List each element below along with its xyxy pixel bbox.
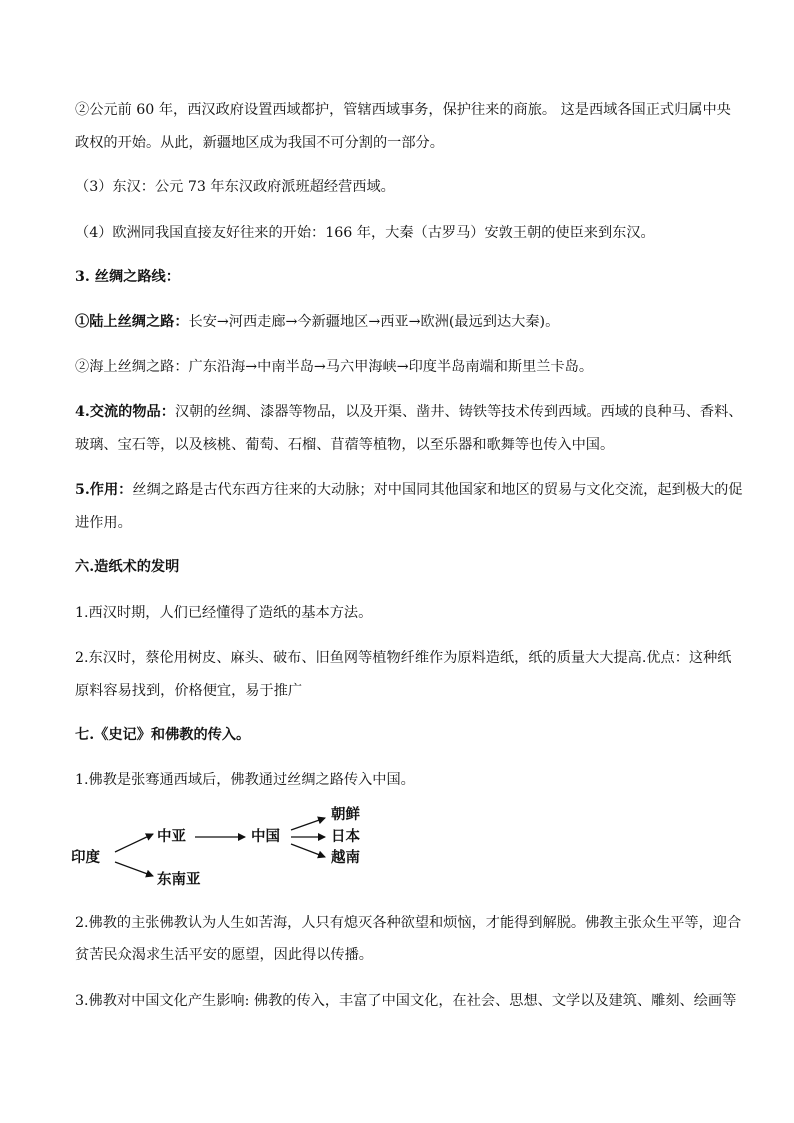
paragraph-land-route — [75, 313, 735, 331]
arrow-india-to-southeast-asia — [115, 862, 153, 876]
paragraph-sea-route: ②海上丝绸之路：广东沿海→中南半岛→马六甲海峡→印度半岛南端和斯里兰卡岛。 — [75, 359, 594, 375]
arrow-china-to-vietnam — [291, 844, 325, 857]
land-route-label: ①陆上丝绸之路： — [75, 314, 189, 330]
paragraph-effect-line2: 进作用。 — [75, 515, 132, 531]
paragraph-goods-line1 — [75, 403, 743, 421]
node-korea: 朝鲜 — [331, 807, 360, 823]
paragraph-da-qin: （4）欧洲同我国直接友好往来的开始：166 年，大秦（古罗马）安敦王朝的使臣来到东汉。 — [75, 225, 655, 241]
effect-text-line1: 丝绸之路是古代东西方往来的大动脉；对中国同其他国家和地区的贸易与文化交流，起到极大的促 — [132, 482, 743, 498]
arrow-china-to-korea — [291, 818, 325, 830]
node-china: 中国 — [251, 829, 280, 845]
goods-text-line1: 汉朝的丝绸、漆器等物品，以及开渠、凿井、铸铁等技术传到西域。西域的良种马、香料、 — [174, 404, 743, 420]
paragraph-buddhism-doctrine-line2: 贫苦民众渴求生活平安的愿望，因此得以传播。 — [75, 947, 373, 963]
node-vietnam: 越南 — [331, 850, 360, 866]
node-central-asia: 中亚 — [157, 829, 186, 845]
paragraph-buddhism-influence: 3.佛教对中国文化产生影响: 佛教的传入，丰富了中国文化，在社会、思想、文学以及建筑、雕刻、绘画等 — [75, 993, 737, 1009]
paragraph-cai-lun-line2: 原料容易找到，价格便宜，易于推广 — [75, 683, 303, 699]
heading-shiji-buddhism: 七.《史记》和佛教的传入。 — [75, 727, 251, 743]
heading-papermaking: 六.造纸术的发明 — [75, 559, 180, 575]
paragraph-xiyu-duhu-line1: ②公元前 60 年，西汉政府设置西域都护，管辖西域事务，保护往来的商旅。 这是西域各国正式归属中央 — [75, 102, 731, 118]
effect-label: 5.作用： — [75, 482, 133, 498]
paragraph-xiyu-duhu-line2: 政权的开始。从此，新疆地区成为我国不可分割的一部分。 — [75, 135, 444, 151]
paragraph-western-han-paper: 1.西汉时期，人们已经懂得了造纸的基本方法。 — [75, 605, 373, 621]
paragraph-buddhism-doctrine-line1: 2.佛教的主张佛教认为人生如苦海，人只有熄灭各种欲望和烦恼，才能得到解脱。佛教主张众生平等，迎合 — [75, 915, 742, 931]
paragraph-ban-chao: （3）东汉：公元 73 年东汉政府派班超经营西域。 — [75, 179, 395, 195]
paragraph-buddhism-intro: 1.佛教是张骞通西域后，佛教通过丝绸之路传入中国。 — [75, 772, 415, 788]
paragraph-effect-line1 — [75, 481, 743, 499]
paragraph-goods-line2: 玻璃、宝石等，以及核桃、葡萄、石榴、苜蓿等植物，以至乐器和歌舞等也传入中国。 — [75, 437, 615, 453]
heading-silk-road-routes: 3. 丝绸之路线： — [75, 269, 180, 285]
node-japan: 日本 — [331, 829, 360, 845]
paragraph-cai-lun-line1: 2.东汉时，蔡伦用树皮、麻头、破布、旧鱼网等植物纤维作为原料造纸，纸的质量大大提高.优点：这种纸 — [75, 650, 732, 666]
node-india: 印度 — [71, 850, 100, 866]
arrow-india-to-central-asia — [115, 834, 153, 852]
buddhism-spread-diagram — [65, 796, 385, 896]
land-route-text: 长安→河西走廊→今新疆地区→西亚→欧洲(最远到达大秦)。 — [188, 314, 560, 330]
node-southeast-asia: 东南亚 — [157, 872, 201, 888]
goods-label: 4.交流的物品： — [75, 404, 175, 420]
